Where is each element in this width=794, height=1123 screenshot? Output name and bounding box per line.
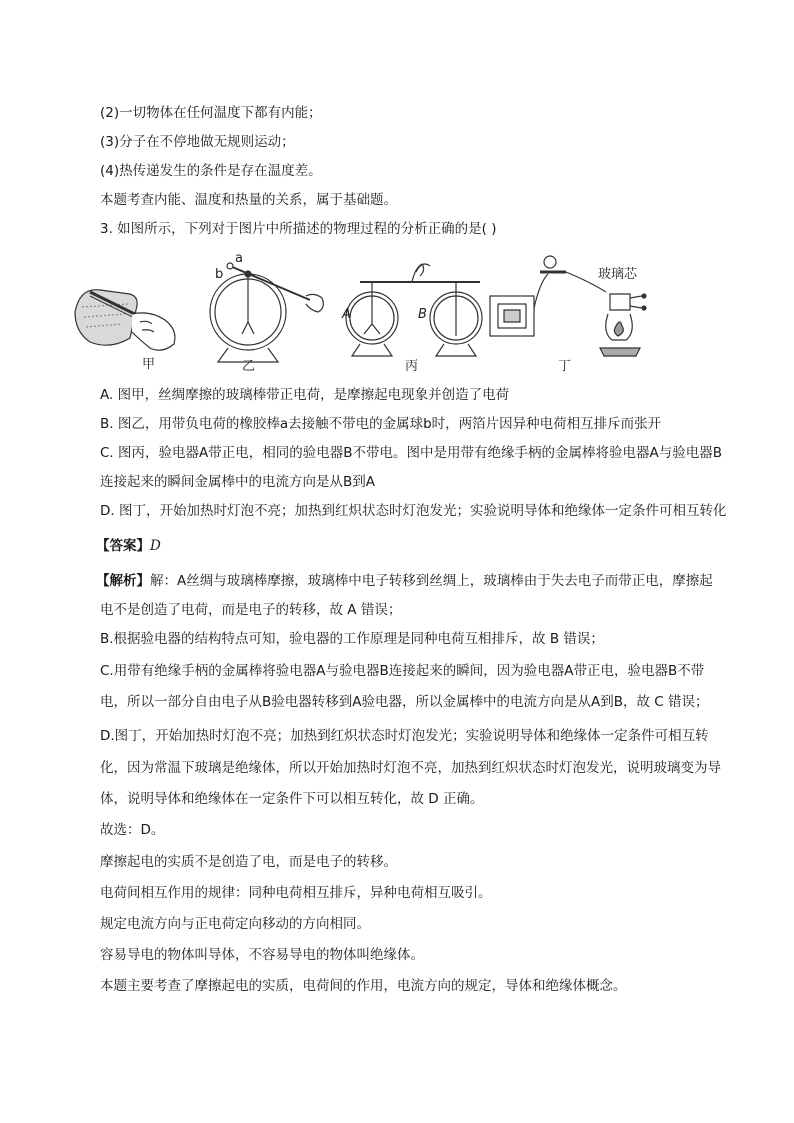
label-ding: 丁 <box>558 359 572 374</box>
label-bing: 丙 <box>405 359 419 374</box>
note-2: 电荷间相互作用的规律：同种电荷相互排斥，异种电荷相互吸引。 <box>100 885 492 901</box>
analysis-line-1 <box>96 572 713 590</box>
option-b: B. 图乙，用带负电荷的橡胶棒a去接触不带电的金属球b时，两箔片因异种电荷相互排斥而张开 <box>100 416 662 432</box>
analysis-p3a: C.用带有绝缘手柄的金属棒将验电器A与验电器B连接起来的瞬间，因为验电器A带正电，验电器B不带 <box>100 663 705 679</box>
analysis-p4b: 化，因为常温下玻璃是绝缘体，所以开始加热时灯泡不亮，加热到红炽状态时灯泡发光，说明玻璃变为导 <box>100 760 721 776</box>
figure-jia <box>75 290 175 351</box>
option-c-line1: C. 图丙，验电器A带正电，相同的验电器B不带电。图中是用带有绝缘手柄的金属棒将验电器A与验电器B <box>100 445 723 461</box>
note-3: 规定电流方向与正电荷定向移动的方向相同。 <box>100 916 370 932</box>
label-yi: 乙 <box>242 359 256 374</box>
line-l3: (4)热传递发生的条件是存在温度差。 <box>100 163 322 179</box>
analysis-p2: B.根据验电器的结构特点可知，验电器的工作原理是同种电荷互相排斥，故 B 错误； <box>100 631 604 647</box>
line-l2: (3)分子在不停地做无规则运动； <box>100 134 295 150</box>
answer-value: D <box>150 538 161 554</box>
label-A: A <box>342 307 351 322</box>
note-1: 摩擦起电的实质不是创造了电，而是电子的转移。 <box>100 854 397 870</box>
figure-yi <box>210 263 323 362</box>
option-a: A. 图甲，丝绸摩擦的玻璃棒带正电荷，是摩擦起电现象并创造了电荷 <box>100 387 510 403</box>
answer-line <box>96 537 161 555</box>
analysis-p3b: 电，所以一部分自由电子从B验电器转移到A验电器，所以金属棒中的电流方向是从A到B，故 C 错误； <box>100 694 709 710</box>
analysis-p5: 故选：D。 <box>100 822 165 838</box>
label-glass-core: 玻璃芯 <box>598 267 638 282</box>
label-jia: 甲 <box>142 357 156 372</box>
analysis-p1b: 电不是创造了电荷，而是电子的转移，故 A 错误； <box>100 602 402 618</box>
label-a: a <box>235 252 243 266</box>
figure-svg <box>70 252 660 378</box>
line-l4: 本题考查内能、温度和热量的关系，属于基础题。 <box>100 192 397 208</box>
option-d: D. 图丁，开始加热时灯泡不亮；加热到红炽状态时灯泡发光；实验说明导体和绝缘体一定条件可相互转化 <box>100 503 727 519</box>
note-5: 本题主要考查了摩擦起电的实质，电荷间的作用，电流方向的规定，导体和绝缘体概念。 <box>100 978 627 994</box>
figure-bing <box>346 264 482 356</box>
analysis-p4a: D.图丁，开始加热时灯泡不亮；加热到红炽状态时灯泡发光；实验说明导体和绝缘体一定条件可相互转 <box>100 728 709 744</box>
question-figure <box>70 252 660 378</box>
line-l1: (2)一切物体在任何温度下都有内能； <box>100 105 322 121</box>
option-c-line2: 连接起来的瞬间金属棒中的电流方向是从B到A <box>100 474 375 490</box>
label-b: b <box>215 267 224 282</box>
answer-label: 【答案】 <box>96 538 150 554</box>
analysis-p1a: 解：A丝绸与玻璃棒摩擦，玻璃棒中电子转移到丝绸上，玻璃棒由于失去电子而带正电，摩擦起 <box>150 573 713 589</box>
analysis-label: 【解析】 <box>96 573 150 589</box>
analysis-p4c: 体，说明导体和绝缘体在一定条件下可以相互转化，故 D 正确。 <box>100 791 484 807</box>
label-B: B <box>418 307 427 322</box>
question-stem: 3. 如图所示，下列对于图片中所描述的物理过程的分析正确的是( ) <box>100 221 497 237</box>
note-4: 容易导电的物体叫导体，不容易导电的物体叫绝缘体。 <box>100 947 424 963</box>
